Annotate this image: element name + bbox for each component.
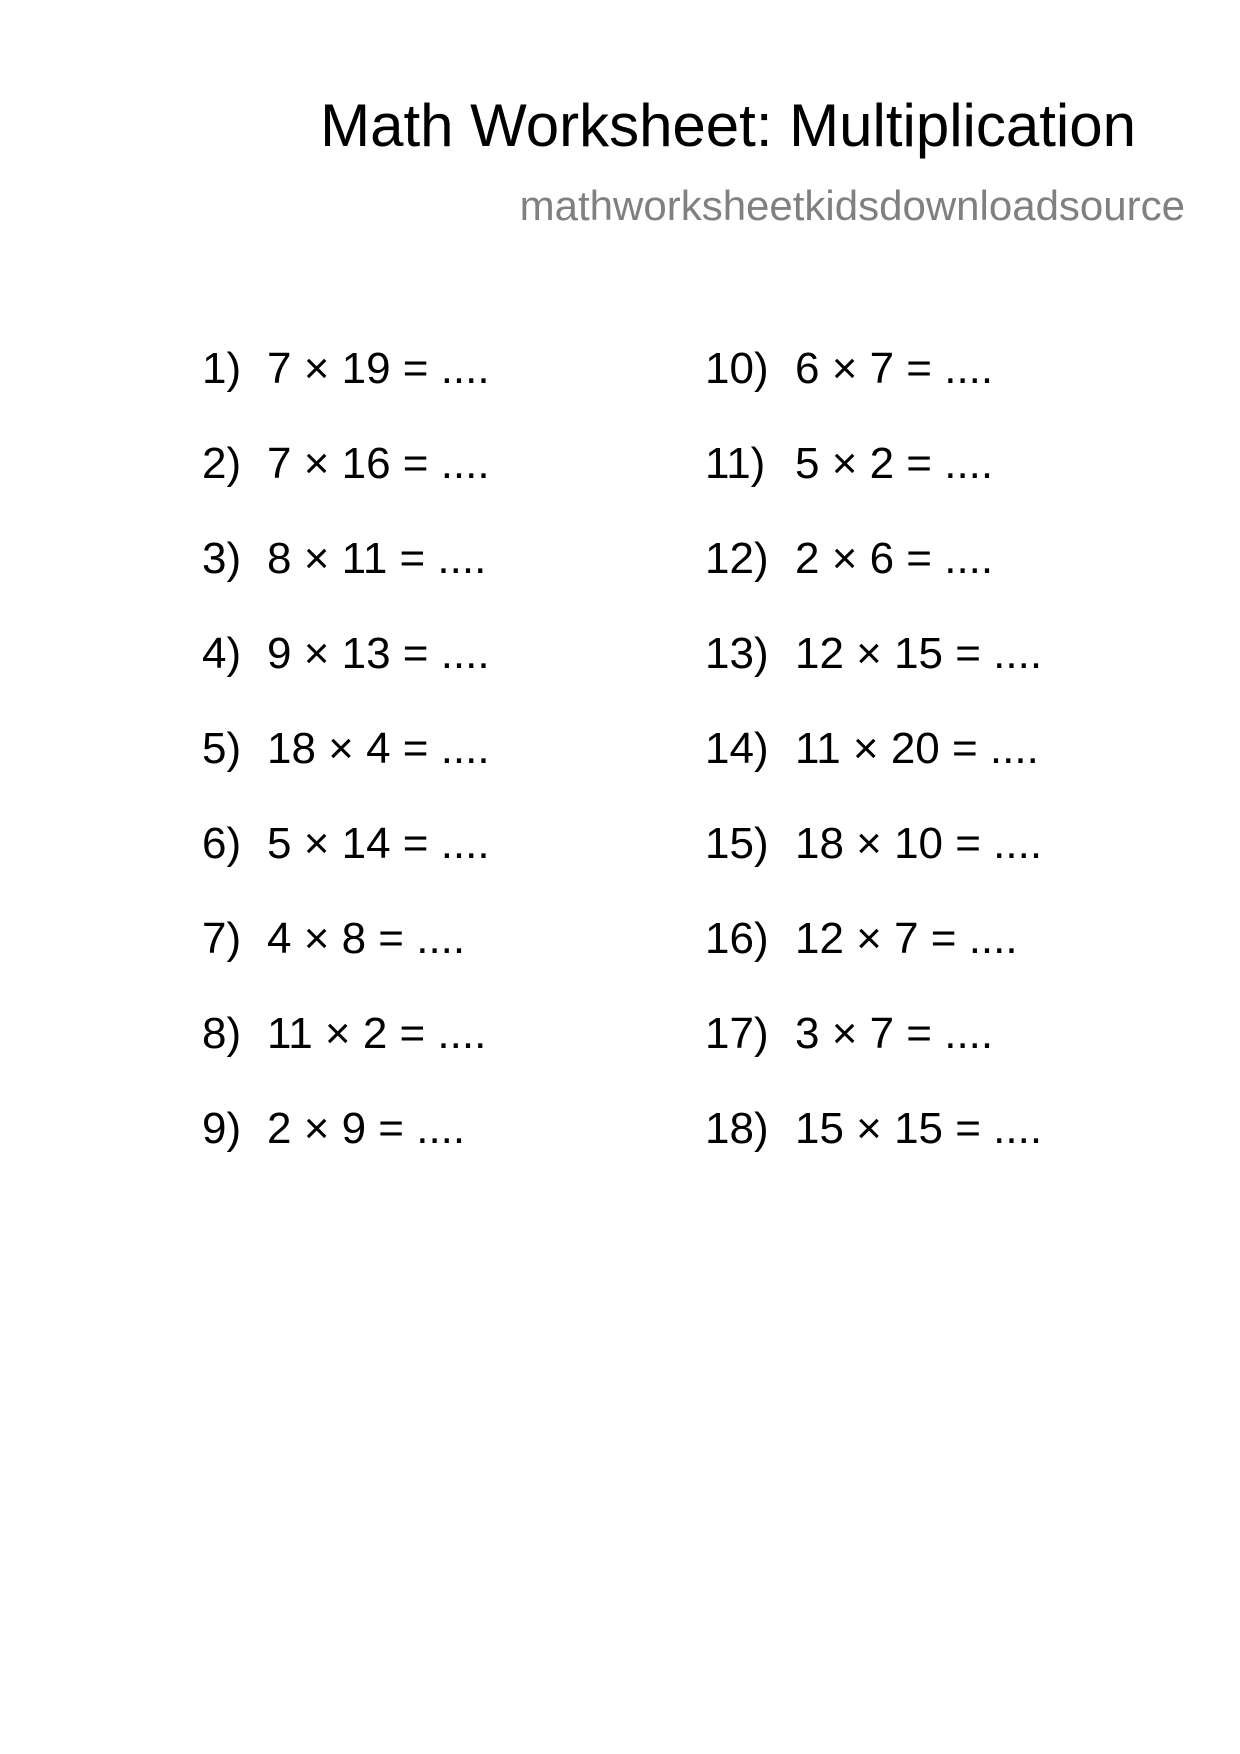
- problem-number: 15): [705, 819, 769, 868]
- problem-number: 3): [202, 534, 242, 583]
- worksheet-subtitle: mathworksheetkidsdownloadsource: [519, 182, 1185, 229]
- problem-number: 2): [202, 439, 242, 488]
- problem-expression: 5 × 14 = ....: [267, 819, 490, 868]
- problem-expression: 3 × 7 = ....: [795, 1009, 994, 1058]
- problem-number: 13): [705, 629, 769, 678]
- problem-item: [705, 439, 1042, 537]
- problem-expression: 2 × 9 = ....: [267, 1104, 466, 1153]
- problem-expression: 11 × 2 = ....: [267, 1009, 487, 1058]
- problem-expression: 12 × 15 = ....: [795, 629, 1043, 678]
- problem-number: 5): [202, 724, 242, 773]
- problem-expression: 15 × 15 = ....: [795, 1104, 1043, 1153]
- problem-number: 17): [705, 1009, 769, 1058]
- problem-expression: 18 × 4 = ....: [267, 724, 490, 773]
- problem-item: [202, 534, 490, 632]
- problem-number: 1): [202, 344, 242, 393]
- problem-expression: 8 × 11 = ....: [267, 534, 487, 583]
- problem-expression: 2 × 6 = ....: [795, 534, 994, 583]
- problem-item: [705, 914, 1042, 1012]
- problem-item: [705, 534, 1042, 632]
- problem-item: [705, 1104, 1043, 1202]
- problem-column-left: [202, 344, 490, 1202]
- problem-item: [202, 724, 490, 822]
- problem-number: 14): [705, 724, 769, 773]
- problem-item: [705, 344, 1042, 442]
- problem-number: 8): [202, 1009, 242, 1058]
- problem-expression: 12 × 7 = ....: [795, 914, 1018, 963]
- problem-item: [202, 914, 490, 1012]
- problem-expression: 18 × 10 = ....: [795, 819, 1043, 868]
- problem-item: [202, 344, 490, 442]
- problem-expression: 7 × 19 = ....: [267, 344, 490, 393]
- problem-number: 10): [705, 344, 769, 393]
- problem-item: [202, 819, 490, 917]
- problem-item: [202, 1009, 490, 1107]
- problem-item: [705, 629, 1043, 727]
- problem-number: 16): [705, 914, 769, 963]
- problem-expression: 5 × 2 = ....: [795, 439, 994, 488]
- problem-expression: 7 × 16 = ....: [267, 439, 490, 488]
- problem-number: 18): [705, 1104, 769, 1153]
- problem-expression: 4 × 8 = ....: [267, 914, 466, 963]
- problem-item: [705, 1009, 1042, 1107]
- problem-expression: 11 × 20 = ....: [795, 724, 1039, 773]
- worksheet-title: Math Worksheet: Multiplication: [320, 92, 1136, 159]
- problem-number: 9): [202, 1104, 242, 1153]
- problem-item: [202, 439, 490, 537]
- problem-item: [202, 1104, 490, 1202]
- problem-number: 12): [705, 534, 769, 583]
- problem-expression: 6 × 7 = ....: [795, 344, 994, 393]
- problem-item: [202, 629, 490, 727]
- problem-number: 4): [202, 629, 242, 678]
- problem-number: 11): [705, 439, 766, 488]
- problem-number: 7): [202, 914, 242, 963]
- problem-number: 6): [202, 819, 242, 868]
- problem-expression: 9 × 13 = ....: [267, 629, 490, 678]
- problem-item: [705, 819, 1043, 917]
- problem-column-right: [705, 344, 1043, 1202]
- problem-item: [705, 724, 1042, 822]
